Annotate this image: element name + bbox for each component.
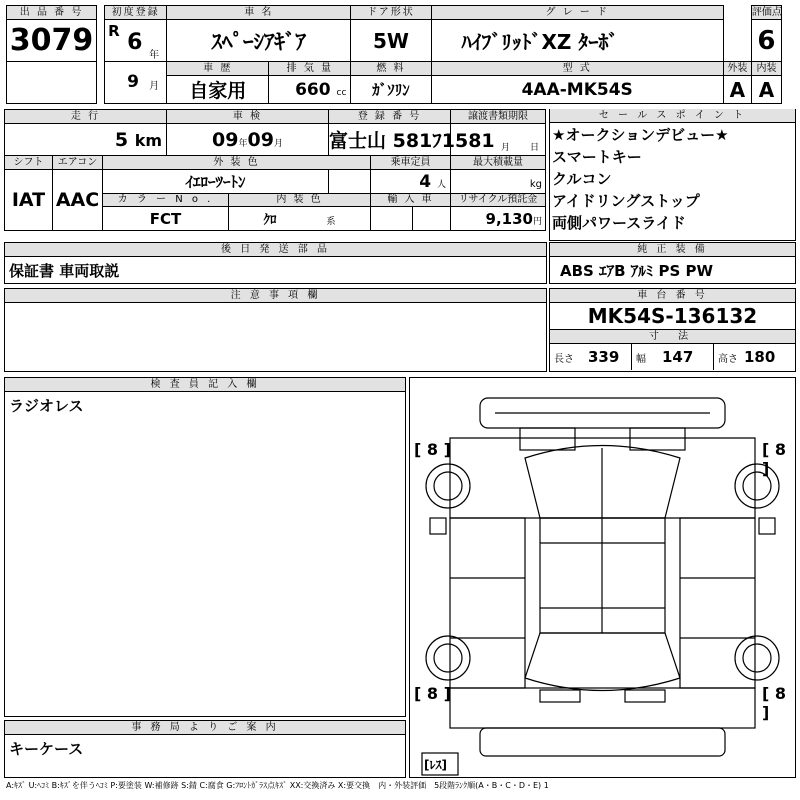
car-outline-icon [410,378,795,777]
aircon-label: エアコン [53,156,103,170]
mileage-label: 走 行 [5,110,167,124]
first-reg-label: 初度登録 [105,6,167,20]
width-value: 147 [662,348,694,366]
height-label: 高さ [718,353,738,365]
door-label: ドア形状 [351,6,431,20]
inspection-label: 車 検 [167,110,329,124]
km-unit: km [134,130,162,150]
inspector-box [4,377,406,717]
sales-point-item: スマートキー [552,148,642,166]
transfer-month: 月 [500,143,510,153]
sales-points-list [550,123,795,234]
notes-label: 注 意 事 項 欄 [5,289,546,303]
shift: IAT [5,170,53,231]
inspector-text: ラジオレス [9,397,84,415]
notes-box [4,288,547,372]
load-unit: kg [451,170,546,194]
cc-unit: cc [336,87,347,98]
sales-point-item: 両側パワースライド [552,214,686,232]
seats: 4 [419,171,432,192]
score-label: 評価点 [751,6,782,18]
later-parts-text: 保証書 車両取説 [9,262,120,280]
reg-month: 9 [127,72,139,92]
color-number: FCT [103,207,229,231]
tire-front-right: [ 8 ] [762,440,787,478]
later-parts-label: 後 日 発 送 部 品 [5,243,546,257]
office-text: キーケース [9,740,84,758]
transfer-day: 日 [529,143,539,153]
office-box [4,720,406,778]
door-type: 5W [351,20,431,62]
aircon: AAC [53,170,103,231]
legend: A:ｷｽﾞ U:ﾍｺﾐ B:ｷｽﾞを伴うﾍｺﾐ P:要塗装 W:補修跡 S:錆 C:腐食 G:ﾌﾛﾝﾄｶﾞﾗｽ点ｷｽﾞ XX:交換済み X:要交換 内・外装評価 5段階ﾗﾝｸ順(A・B・C・D・E) 1 [6,781,549,790]
plate-label: 登 録 番 号 [329,110,451,124]
shift-label: シフト [5,156,53,170]
history: 自家用 [167,76,269,104]
recycle-label: リサイクル預託金 [451,194,546,207]
tire-rear-left: [ 8 ] [414,684,451,703]
lot-label: 出 品 番 号 [7,6,97,20]
office-label: 事 務 局 よ り ご 案 内 [5,721,405,735]
colorno-label: カ ラ ー N o . [103,194,229,207]
tire-front-left: [ 8 ] [414,440,451,459]
sales-points-box [549,109,796,241]
width-label: 幅 [636,353,646,365]
import-label: 輸 入 車 [371,194,451,207]
era: R [108,22,120,40]
length-value: 339 [588,348,620,366]
body-color: ｲｴﾛｰﾂｰﾄﾝ [103,170,329,194]
sales-point-item: ★オークションデビュー★ [552,126,729,144]
model-label: 型 式 [431,62,723,76]
grade-label: グ レ ー ド [431,6,723,20]
insp-month: 09 [247,128,274,151]
spare-tire: [ﾚｽ] [424,758,447,772]
car-name: ｽﾍﾟｰｼｱｷﾞｱ [167,20,351,62]
yen-unit: 円 [532,216,542,227]
name-label: 車 名 [167,6,351,20]
chassis-box [549,288,796,372]
grade: ﾊｲﾌﾞﾘｯﾄﾞXZ ﾀｰﾎﾞ [431,20,723,62]
equipment-box [549,242,796,284]
month-unit: 月 [149,81,160,92]
model-code: 4AA-MK54S [431,76,723,104]
load-label: 最大積載量 [451,156,546,170]
sales-point-item: クルコン [552,170,612,188]
insp-year-unit: 年 [238,138,248,149]
exterior-label: 外装 [723,62,751,76]
interior-grade: A [751,76,781,104]
transfer-label: 譲渡書類期限 [451,110,546,124]
displacement: 660 [295,79,331,100]
score: 6 [751,20,781,62]
mileage: 5 [114,128,129,151]
recycle-fee: 9,130 [485,209,533,228]
plate-number: 富士山 581ﾌ1581 [329,124,451,156]
sales-point-item: アイドリングストップ [552,192,700,210]
year-unit: 年 [149,50,160,61]
exterior-grade: A [723,76,751,104]
interior-label: 内装 [751,62,781,76]
chassis-number: MK54S-136132 [550,303,795,330]
intcolor-unit: 系 [326,217,336,227]
sales-points-label: セ ー ル ス ポ イ ン ト [550,109,795,123]
fuel: ｶﾞｿﾘﾝ [351,76,431,104]
height-value: 180 [744,348,776,366]
color-label: 外 装 色 [103,156,371,170]
reg-year: 6 [127,30,143,55]
chassis-label: 車 台 番 号 [550,289,795,303]
lot-number: 3079 [7,20,97,62]
fuel-label: 燃 料 [351,62,431,76]
size-label: 寸 法 [550,330,795,344]
intcolor-label: 内 装 色 [229,194,371,207]
later-parts-box [4,242,547,284]
seats-unit: 人 [436,179,446,190]
inspector-label: 検 査 員 記 入 欄 [5,378,405,392]
details-table [4,109,546,231]
seats-label: 乗車定員 [371,156,451,170]
insp-year: 09 [212,128,239,151]
equipment-text: ABS ｴｱB ｱﾙﾐ PS PW [560,262,714,280]
car-diagram [409,377,796,778]
history-label: 車 歴 [167,62,269,76]
tire-rear-right: [ 8 ] [762,684,787,722]
equipment-label: 純 正 装 備 [550,243,795,257]
length-label: 長さ [554,353,574,365]
displacement-label: 排 気 量 [269,62,351,76]
header-table [6,5,782,104]
insp-month-unit: 月 [273,138,283,149]
interior-color: ｸﾛ [263,213,277,228]
